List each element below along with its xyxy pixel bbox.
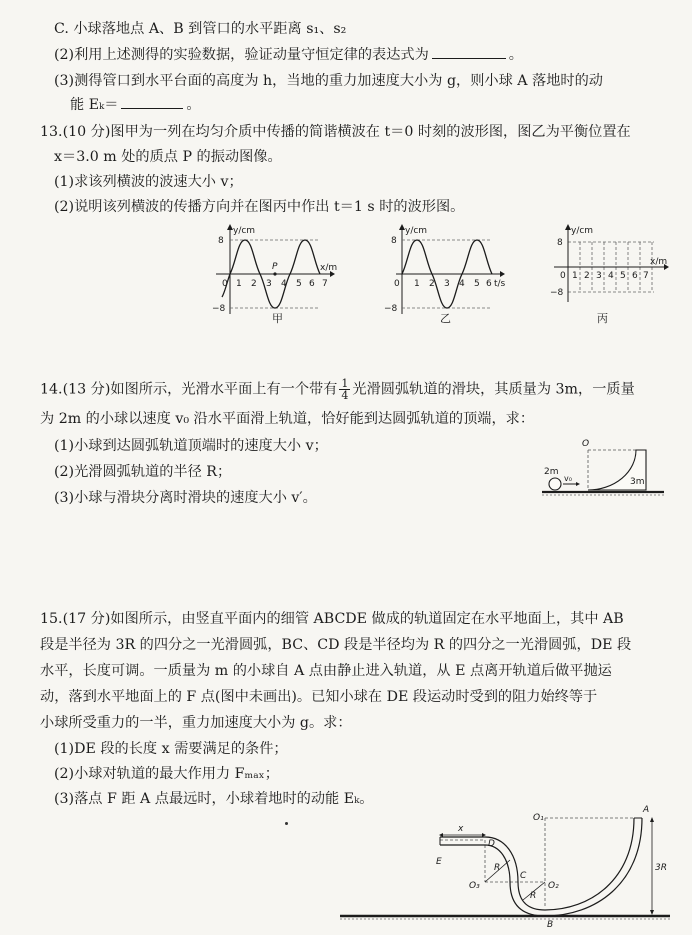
v0-label: v₀ — [564, 474, 572, 483]
length-x-label: x — [458, 824, 464, 834]
point-d-label: D — [488, 839, 495, 849]
q12-2-text: (2)利用上述测得的实验数据，验证动量守恒定律的表达式为 — [54, 47, 429, 63]
y-axis-label: y/cm — [405, 226, 428, 236]
question-14-stem — [40, 378, 666, 401]
question-15-stem-5: 小球所受重力的一半，重力加速度大小为 g。求： — [40, 715, 352, 731]
figure-jia-wave-graph — [208, 222, 338, 322]
figure-bing-caption: 丙 — [597, 312, 608, 325]
t-axis-arrow-icon — [500, 271, 505, 277]
figure-14-slider — [540, 432, 670, 502]
question-15-stem-4: 动，落到水平地面上的 F 点(图中未画出)。已知小球在 DE 段运动时受到的阻力始终等于 — [40, 689, 598, 705]
q14-stem-a: 14.(13 分)如图所示，光滑水平面上有一个带有 — [40, 381, 338, 398]
question-15-stem-3: 水平，长度可调。一质量为 m 的小球自 A 点由静止进入轨道，从 E 点离开轨道后做平抛运 — [40, 663, 612, 679]
height-arrow-down-icon — [650, 910, 654, 915]
y-tick-top: 8 — [557, 238, 563, 248]
t-axis-label: t/s — [494, 279, 506, 289]
point-a-label: A — [643, 805, 650, 815]
x-axis-label: x/m — [650, 257, 668, 267]
question-14-stem-cont: 为 2m 的小球以速度 v₀ 沿水平面滑上轨道，恰好能到达圆弧轨道的顶端，求： — [40, 411, 535, 427]
center-o2-label: O₂ — [548, 881, 559, 891]
velocity-arrow-head-icon — [576, 482, 580, 486]
x-tick-1: 1 — [236, 279, 242, 289]
x-tick-2: 2 — [251, 279, 257, 289]
y-axis-label: y/cm — [571, 226, 594, 236]
y-axis-label: y/cm — [233, 226, 256, 236]
origin-label: 0 — [560, 271, 566, 281]
radius-r-label-2: R — [530, 891, 537, 901]
figure-bing-grid — [546, 222, 676, 322]
radius-r-label-1: R — [494, 863, 501, 873]
answer-blank-2[interactable] — [121, 96, 183, 109]
center-o3-label: O₃ — [469, 881, 480, 891]
question-14-part-2: (2)光滑圆弧轨道的半径 R； — [54, 464, 232, 480]
fraction-numerator: 1 — [341, 377, 349, 390]
question-13-part-1: (1)求该列横波的波速大小 v； — [54, 174, 243, 190]
ball-icon — [549, 478, 561, 490]
question-13-part-2: (2)说明该列横波的传播方向并在图丙中作出 t＝1 s 时的波形图。 — [54, 199, 465, 215]
t-tick-3: 3 — [444, 279, 450, 289]
x-tick-6: 6 — [309, 279, 315, 289]
question-15-part-2: (2)小球对轨道的最大作用力 Fₘₐₓ； — [54, 766, 279, 782]
point-e-label: E — [436, 857, 442, 867]
x-tick-3: 3 — [596, 271, 602, 281]
quarter-fraction — [339, 378, 350, 401]
question-15-part-3: (3)落点 F 距 A 点最远时，小球着地时的动能 Eₖ。 — [54, 791, 374, 807]
answer-blank-1[interactable] — [432, 46, 506, 59]
question-12-part-2 — [54, 46, 666, 64]
question-15-part-1: (1)DE 段的长度 x 需要满足的条件； — [54, 741, 288, 757]
x-tick-4: 4 — [281, 279, 287, 289]
block-mass-label: 3m — [630, 477, 645, 487]
x-tick-1: 1 — [572, 271, 578, 281]
option-c-line: C. 小球落地点 A、B 到管口的水平距离 s₁、s₂ — [54, 21, 347, 37]
figure-15-track — [340, 800, 680, 930]
figure-yi-caption: 乙 — [440, 312, 451, 325]
point-c-label: C — [520, 871, 527, 881]
t-tick-2: 2 — [429, 279, 435, 289]
point-p-dot — [273, 272, 276, 275]
tube-track — [440, 818, 642, 916]
fraction-denominator: 4 — [341, 389, 349, 402]
y-tick-bottom: −8 — [550, 288, 564, 298]
point-b-label: B — [547, 920, 554, 930]
origin-label: 0 — [394, 279, 400, 289]
height-arrow-up-icon — [650, 817, 654, 822]
question-12-part-3: (3)测得管口到水平台面的高度为 h，当地的重力加速度大小为 g，则小球 A 落地时的动 — [54, 73, 603, 89]
question-14-part-1: (1)小球到达圆弧轨道顶端时的速度大小 v； — [54, 438, 328, 454]
x-tick-7: 7 — [643, 271, 649, 281]
point-p-label: P — [272, 262, 278, 272]
question-12-part-3-cont — [70, 96, 666, 114]
x-tick-5: 5 — [620, 271, 626, 281]
t-tick-4: 4 — [459, 279, 465, 289]
center-o-label: O — [582, 439, 590, 449]
x-axis-label: x/m — [320, 263, 338, 273]
figure-yi-vibration-graph — [384, 222, 508, 322]
t-tick-6: 6 — [486, 279, 492, 289]
y-tick-bottom: −8 — [212, 304, 226, 314]
x-tick-7: 7 — [322, 279, 328, 289]
question-13-stem: 13.(10 分)图甲为一列在均匀介质中传播的简谐横波在 t＝0 时刻的波形图，图乙为平衡位置在 — [40, 124, 631, 140]
x-tick-4: 4 — [608, 271, 614, 281]
t-tick-5: 5 — [474, 279, 480, 289]
q12-3-text: 能 Eₖ＝ — [70, 97, 119, 113]
x-tick-6: 6 — [632, 271, 638, 281]
ball-mass-label: 2m — [544, 467, 559, 477]
question-15-stem: 15.(17 分)如图所示，由竖直平面内的细管 ABCDE 做成的轨道固定在水平地面上，其中 AB — [40, 611, 624, 627]
question-13-stem-cont: x＝3.0 m 处的质点 P 的振动图像。 — [54, 149, 282, 165]
y-tick-top: 8 — [218, 236, 224, 246]
x-tick-5: 5 — [296, 279, 302, 289]
figure-jia-caption: 甲 — [272, 312, 283, 325]
question-15-stem-2: 段是半径为 3R 的四分之一光滑圆弧，BC、CD 段是半径均为 R 的四分之一光滑圆弧，DE 段 — [40, 637, 632, 653]
question-14-part-3: (3)小球与滑块分离时滑块的速度大小 v′。 — [54, 490, 317, 506]
center-o1-label: O₁ — [533, 813, 544, 823]
q14-stem-b: 光滑圆弧轨道的滑块，其质量为 3m，一质量 — [352, 381, 635, 398]
radius-3r-label: 3R — [655, 863, 667, 873]
origin-label: 0 — [222, 279, 228, 289]
q12-2-end: 。 — [508, 47, 523, 63]
x-tick-2: 2 — [584, 271, 590, 281]
t-tick-1: 1 — [414, 279, 420, 289]
stray-mark — [285, 822, 288, 825]
y-tick-top: 8 — [391, 236, 397, 246]
q12-3-end: 。 — [186, 97, 201, 113]
x-tick-3: 3 — [266, 279, 272, 289]
y-tick-bottom: −8 — [384, 304, 398, 314]
